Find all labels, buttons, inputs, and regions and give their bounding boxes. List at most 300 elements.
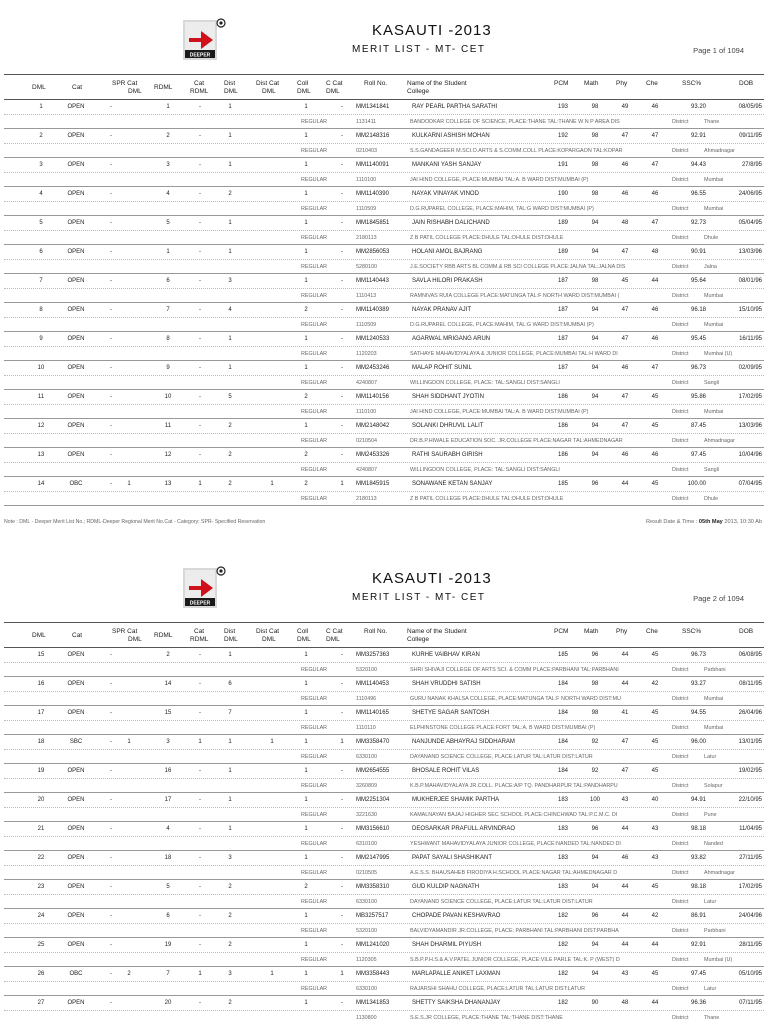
roll-number: MM3358310: [356, 884, 390, 890]
category-cell: OPEN: [67, 278, 85, 284]
spr-cell: -: [110, 942, 112, 948]
col-rdml: RDML: [154, 632, 173, 639]
spr-cell: -: [110, 104, 112, 110]
college-code: 2180113: [356, 235, 377, 241]
che-score: 45: [651, 971, 659, 977]
c-cat-dml-cell: -: [341, 1000, 343, 1006]
dist-dml-cell: 1: [228, 220, 232, 226]
roll-number: MM2251304: [356, 797, 390, 803]
pcm-score: 187: [557, 365, 568, 371]
deeper-logo: [181, 14, 229, 64]
che-score: 46: [651, 191, 659, 197]
college-name: WILLINGDON COLLEGE, PLACE: TAL:SANGLI DIST:SANGLI: [410, 467, 560, 473]
phy-score: 47: [621, 423, 629, 429]
district-name: Sangli: [704, 467, 719, 473]
date-of-birth: 06/08/95: [738, 652, 762, 658]
math-score: 96: [591, 481, 599, 487]
che-score: 45: [651, 710, 659, 716]
student-name: HOLANI AMOL BAJRANG: [412, 249, 483, 255]
college-code: 2180113: [356, 496, 377, 502]
district-label: District: [672, 438, 689, 444]
category-cell: OPEN: [67, 913, 85, 919]
district-label: District: [672, 235, 689, 241]
student-name: CHOPADE PAVAN KESHAVRAO: [412, 913, 501, 919]
category-cell: OPEN: [67, 855, 85, 861]
rdml-cell: 18: [164, 855, 172, 861]
cat-rdml-cell: -: [199, 652, 201, 658]
dml-cell: 26: [37, 971, 45, 977]
student-name: NAYAK PRANAV AJIT: [412, 307, 472, 313]
cat-rdml-cell: -: [199, 133, 201, 139]
student-name: KULKARNI ASHISH MOHAN: [412, 133, 490, 139]
dml-cell: 15: [37, 652, 45, 658]
coll-dml-cell: 1: [304, 162, 308, 168]
table-row: [4, 851, 764, 880]
student-name: RATHI SAURABH GIRISH: [412, 452, 483, 458]
cat-rdml-cell: -: [199, 913, 201, 919]
spr-cell: -: [110, 855, 112, 861]
college-code: 1131411: [356, 119, 377, 125]
dml-cell: 22: [37, 855, 45, 861]
category-cell: OPEN: [67, 768, 85, 774]
student-name: PAPAT SAYALI SHASHIKANT: [412, 855, 493, 861]
dist-cat-dml-cell: 1: [270, 739, 274, 745]
district-label: District: [672, 696, 689, 702]
col-spr-cat-sub: DML: [128, 88, 142, 95]
dml-cell: 19: [37, 768, 45, 774]
cat-rdml-cell: 1: [198, 739, 202, 745]
c-cat-dml-cell: -: [341, 855, 343, 861]
dml-cell: 6: [39, 249, 43, 255]
roll-number: MM2148316: [356, 133, 390, 139]
dist-dml-cell: 1: [228, 797, 232, 803]
coll-dml-cell: 2: [304, 394, 308, 400]
math-score: 94: [591, 884, 599, 890]
student-name: SHAH VRUDDHI SATISH: [412, 681, 481, 687]
district-name: Mumbai: [704, 409, 724, 415]
district-label: District: [672, 496, 689, 502]
student-type: REGULAR: [301, 841, 328, 847]
dml-cell: 14: [37, 481, 45, 487]
spr-cell: -: [110, 336, 112, 342]
rdml-cell: 1: [166, 249, 170, 255]
pcm-score: 184: [557, 681, 568, 687]
pcm-score: 183: [557, 855, 568, 861]
student-type: REGULAR: [301, 928, 328, 934]
table-row: [4, 880, 764, 909]
phy-score: 46: [621, 452, 629, 458]
student-type: REGULAR: [301, 870, 328, 876]
date-of-birth: 08/11/95: [739, 681, 762, 687]
col-ccat-sub: DML: [326, 636, 340, 643]
student-type: REGULAR: [301, 235, 328, 241]
student-type: REGULAR: [301, 438, 328, 444]
district-label: District: [672, 264, 689, 270]
college-name: RAJARSHI SHAHU COLLEGE, PLACE:LATUR TAL:LATUR DIST:LATUR: [410, 986, 586, 992]
district-name: Mumbai: [704, 177, 724, 183]
math-score: 94: [591, 423, 599, 429]
student-name: MARLAPALLE ANIKET LAXMAN: [412, 971, 501, 977]
phy-score: 47: [621, 307, 629, 313]
district-label: District: [672, 783, 689, 789]
category-cell: OPEN: [67, 394, 85, 400]
spr-cell: -: [110, 162, 112, 168]
dml-cell: 17: [37, 710, 45, 716]
student-type: REGULAR: [301, 467, 328, 473]
college-name: D.G.RUPAREL COLLEGE, PLACE:MAHIM, TAL:G WARD DIST:MUMBAI (P): [410, 322, 594, 328]
rdml-cell: 6: [166, 913, 170, 919]
district-name: Thane: [704, 1015, 720, 1021]
district-label: District: [672, 928, 689, 934]
coll-dml-cell: 2: [304, 307, 308, 313]
pcm-score: 189: [557, 249, 568, 255]
category-cell: SBC: [69, 739, 83, 745]
table-row: [4, 187, 764, 216]
col-dist-cat: Dist Cat: [256, 628, 280, 635]
date-of-birth: 17/02/95: [738, 884, 762, 890]
col-dml: DML: [32, 632, 46, 639]
college-name: K.B.P.MAHAVIDYALAYA JR.COLL. PLACE:A/P TQ. PANDHARPUR TAL:PANDHARPU: [410, 783, 618, 789]
student-type: REGULAR: [301, 725, 328, 731]
spr-cell: -: [110, 423, 112, 429]
student-name: AGARWAL MRIGANG ARUN: [412, 336, 491, 342]
ssc-percent: 93.27: [690, 681, 706, 687]
ssc-percent: 96.73: [690, 652, 706, 658]
merit-list-page-2: [0, 548, 768, 1024]
roll-number: MM1341853: [356, 1000, 390, 1006]
cat-rdml-cell: -: [199, 826, 201, 832]
dml-cell: 8: [39, 307, 43, 313]
student-name: SHETYE SAGAR SANTOSH: [412, 710, 490, 716]
c-cat-dml-cell: -: [341, 220, 343, 226]
cat-rdml-cell: -: [199, 681, 201, 687]
student-type: REGULAR: [301, 899, 328, 905]
pcm-score: 187: [557, 278, 568, 284]
svg-text:DEEPER: DEEPER: [189, 52, 211, 59]
ssc-percent: 92.91: [690, 942, 706, 948]
district-name: Solapur: [704, 783, 723, 789]
college-code: 1110100: [356, 409, 377, 415]
student-name: JAIN RISHABH DALICHAND: [412, 220, 490, 226]
district-label: District: [672, 870, 689, 876]
date-of-birth: 26/04/96: [738, 710, 762, 716]
table-row: [4, 477, 764, 506]
spr-cell: -: [110, 394, 112, 400]
c-cat-dml-cell: -: [341, 336, 343, 342]
dml-cell: 25: [37, 942, 45, 948]
coll-dml-cell: 1: [304, 1000, 308, 1006]
che-score: 47: [651, 162, 659, 168]
coll-dml-cell: 2: [304, 884, 308, 890]
district-label: District: [672, 754, 689, 760]
district-label: District: [672, 841, 689, 847]
table-row: [4, 100, 764, 129]
c-cat-dml-cell: -: [341, 162, 343, 168]
col-roll: Roll No.: [364, 80, 388, 87]
roll-number: MM1140453: [356, 681, 389, 687]
student-type: REGULAR: [301, 986, 328, 992]
col-ssc: SSC%: [682, 80, 702, 87]
phy-score: 45: [621, 278, 629, 284]
college-code: 1110100: [356, 177, 377, 183]
ssc-percent: 98.18: [690, 884, 706, 890]
col-name: Name of the Student: [407, 628, 467, 635]
college-name: GURU NANAK KHALSA COLLEGE, PLACE:MATUNGA TAL:F NORTH WARD DIST:MU: [410, 696, 621, 702]
pcm-score: 190: [557, 191, 568, 197]
col-college: College: [407, 636, 430, 643]
district-name: Latur: [704, 754, 717, 760]
phy-score: 46: [621, 365, 629, 371]
c-cat-dml-cell: -: [341, 191, 343, 197]
cat-rdml-cell: 1: [198, 481, 202, 487]
district-name: Mumbai: [704, 725, 724, 731]
dist-dml-cell: 6: [228, 681, 232, 687]
col-cat-rdml: Cat: [194, 80, 205, 87]
ssc-percent: 96.73: [690, 365, 706, 371]
ssc-percent: 96.55: [690, 191, 706, 197]
student-name: SHETTY SAIKSHA DHANANJAY: [412, 1000, 501, 1006]
date-of-birth: 10/04/96: [738, 452, 762, 458]
dml-cell: 16: [37, 681, 45, 687]
roll-number: MM3257363: [356, 652, 390, 658]
coll-dml-cell: 1: [304, 942, 308, 948]
category-cell: OPEN: [67, 452, 85, 458]
category-cell: OPEN: [67, 423, 85, 429]
spr-cell: -: [110, 191, 112, 197]
date-of-birth: 27/8/95: [741, 162, 762, 168]
table-row: [4, 274, 764, 303]
student-type: REGULAR: [301, 293, 328, 299]
category-cell: OPEN: [67, 710, 85, 716]
spr-cell: -: [110, 1000, 112, 1006]
college-code: 5280100: [356, 264, 377, 270]
college-code: 6330100: [356, 899, 377, 905]
ssc-percent: 96.00: [690, 739, 706, 745]
rdml-cell: 12: [164, 452, 172, 458]
district-label: District: [672, 380, 689, 386]
spr-cat-dml-cell: 1: [127, 739, 131, 745]
result-date: Result Date & Time : 05th May 2013, 10:30 Ab: [646, 519, 762, 525]
date-of-birth: 08/01/96: [738, 278, 762, 284]
dist-dml-cell: 1: [228, 336, 232, 342]
dist-dml-cell: 3: [228, 971, 232, 977]
college-name: RAMNIVAS RUIA COLLEGE PLACE:MATUNGA TAL:F NORTH WARD DIST:MUMBAI (: [410, 293, 620, 299]
date-of-birth: 19/02/95: [738, 768, 762, 774]
page-number: Page 1 of 1094: [693, 46, 744, 55]
college-code: 4240807: [356, 467, 377, 473]
spr-cell: -: [110, 797, 112, 803]
category-cell: OBC: [69, 971, 83, 977]
district-label: District: [672, 409, 689, 415]
dist-dml-cell: 2: [228, 942, 232, 948]
rdml-cell: 4: [166, 826, 170, 832]
college-code: 1110509: [356, 322, 377, 328]
pcm-score: 182: [557, 1000, 568, 1006]
col-math: Math: [584, 80, 599, 87]
district-name: Thane: [704, 119, 720, 125]
coll-dml-cell: 1: [304, 278, 308, 284]
district-label: District: [672, 1015, 689, 1021]
phy-score: 47: [621, 133, 629, 139]
category-cell: OPEN: [67, 133, 85, 139]
phy-score: 43: [621, 797, 629, 803]
cat-rdml-cell: -: [199, 797, 201, 803]
district-label: District: [672, 119, 689, 125]
rdml-cell: 8: [166, 336, 170, 342]
col-dist-sub: DML: [224, 636, 238, 643]
roll-number: MM1241020: [356, 942, 390, 948]
ssc-percent: 86.91: [690, 913, 706, 919]
college-code: 1110413: [356, 293, 377, 299]
district-name: Ahmadnagar: [704, 870, 735, 876]
table-row: [4, 677, 764, 706]
student-name: KURHE VAIBHAV KIRAN: [412, 652, 480, 658]
che-score: 47: [651, 220, 659, 226]
math-score: 96: [591, 652, 599, 658]
col-roll: Roll No.: [364, 628, 388, 635]
math-score: 98: [591, 278, 599, 284]
col-che: Che: [646, 628, 658, 635]
spr-cell: -: [110, 710, 112, 716]
spr-cell: -: [110, 971, 112, 977]
rdml-cell: 1: [166, 104, 170, 110]
table-row: [4, 735, 764, 764]
district-name: Ahmadnagar: [704, 148, 735, 154]
dist-dml-cell: 2: [228, 423, 232, 429]
table-row: [4, 793, 764, 822]
table-row: [4, 764, 764, 793]
dml-cell: 9: [39, 336, 43, 342]
che-score: 47: [651, 365, 659, 371]
col-ccat-sub: DML: [326, 88, 340, 95]
district-name: Jalna: [704, 264, 717, 270]
date-of-birth: 24/04/96: [738, 913, 762, 919]
cat-rdml-cell: -: [199, 191, 201, 197]
col-spr-cat: SPR Cat: [112, 80, 138, 87]
student-name: DEOSARKAR PRAFULL ARVINDRAO: [412, 826, 516, 832]
rdml-cell: 14: [164, 681, 172, 687]
cat-rdml-cell: -: [199, 423, 201, 429]
c-cat-dml-cell: -: [341, 104, 343, 110]
rdml-cell: 9: [166, 365, 170, 371]
category-cell: OPEN: [67, 191, 85, 197]
student-type: REGULAR: [301, 812, 328, 818]
college-code: 1120203: [356, 351, 377, 357]
coll-dml-cell: 1: [304, 826, 308, 832]
cat-rdml-cell: -: [199, 768, 201, 774]
category-cell: OBC: [69, 481, 83, 487]
college-name: S.S.GANDAGEER M.SCI.O.ARTS & S.COMM.COLL PLACE:KOPARGAON TAL:KOPAR: [410, 148, 623, 154]
ssc-percent: 97.45: [690, 452, 706, 458]
student-name: SOLANKI DHRUVIL LALIT: [412, 423, 484, 429]
cat-rdml-cell: -: [199, 278, 201, 284]
college-name: D.G.RUPAREL COLLEGE, PLACE:MAHIM, TAL:G WARD DIST:MUMBAI (P): [410, 206, 594, 212]
category-cell: OPEN: [67, 365, 85, 371]
che-score: 48: [651, 249, 659, 255]
cat-rdml-cell: -: [199, 855, 201, 861]
rdml-cell: 11: [164, 423, 172, 429]
phy-score: 47: [621, 394, 629, 400]
category-cell: OPEN: [67, 681, 85, 687]
che-score: 43: [651, 826, 659, 832]
district-label: District: [672, 148, 689, 154]
student-type: REGULAR: [301, 264, 328, 270]
roll-number: MM3156610: [356, 826, 390, 832]
district-label: District: [672, 725, 689, 731]
col-cat-rdml-sub: RDML: [190, 88, 209, 95]
che-score: 45: [651, 423, 659, 429]
college-name: BANDODKAR COLLEGE OF SCIENCE, PLACE:THANE TAL:THANE W N P AREA DIS: [410, 119, 620, 125]
rdml-cell: 7: [166, 971, 170, 977]
student-name: MANKANI YASH SANJAY: [412, 162, 482, 168]
district-label: District: [672, 812, 689, 818]
college-name: Z B PATIL COLLEGE PLACE:DHULE TAL:DHULE DIST:DHULE: [410, 235, 564, 241]
che-score: 42: [651, 681, 659, 687]
che-score: 45: [651, 768, 659, 774]
college-code: 6330100: [356, 754, 377, 760]
spr-cell: -: [110, 768, 112, 774]
math-score: 94: [591, 971, 599, 977]
ssc-percent: 97.45: [690, 971, 706, 977]
student-type: REGULAR: [301, 409, 328, 415]
c-cat-dml-cell: -: [341, 249, 343, 255]
cat-rdml-cell: -: [199, 884, 201, 890]
phy-score: 47: [621, 739, 629, 745]
coll-dml-cell: 1: [304, 710, 308, 716]
rdml-cell: 15: [164, 710, 172, 716]
col-pcm: PCM: [554, 628, 569, 635]
che-score: 45: [651, 394, 659, 400]
pcm-score: 184: [557, 710, 568, 716]
col-dist-cat-sub: DML: [262, 636, 276, 643]
district-label: District: [672, 322, 689, 328]
table-row: [4, 706, 764, 735]
pcm-score: 191: [557, 162, 568, 168]
date-of-birth: 13/01/95: [738, 739, 762, 745]
district-name: Parbhani: [704, 928, 726, 934]
student-type: REGULAR: [301, 754, 328, 760]
col-dist-cat: Dist Cat: [256, 80, 280, 87]
coll-dml-cell: 1: [304, 336, 308, 342]
col-dob: DOB: [739, 80, 754, 87]
spr-cell: -: [110, 452, 112, 458]
pcm-score: 182: [557, 913, 568, 919]
district-label: District: [672, 667, 689, 673]
col-coll-sub: DML: [297, 88, 311, 95]
dist-dml-cell: 1: [228, 249, 232, 255]
college-name: SHRI SHIVAJI COLLEGE OF ARTS SCI. & COMM PLACE:PARBHANI TAL:PARBHANI: [410, 667, 619, 673]
student-type: REGULAR: [301, 696, 328, 702]
date-of-birth: 02/09/95: [738, 365, 762, 371]
che-score: 46: [651, 452, 659, 458]
math-score: 96: [591, 913, 599, 919]
date-of-birth: 22/10/95: [738, 797, 762, 803]
col-college: College: [407, 88, 430, 95]
dist-dml-cell: 2: [228, 481, 232, 487]
student-name: SONAWANE KETAN SANJAY: [412, 481, 493, 487]
ssc-percent: 94.55: [690, 710, 706, 716]
rdml-cell: 5: [166, 884, 170, 890]
page-title: KASAUTI -2013: [372, 570, 492, 587]
spr-cell: -: [110, 278, 112, 284]
phy-score: 48: [621, 1000, 629, 1006]
district-name: Nanded: [704, 841, 723, 847]
date-of-birth: 15/10/95: [738, 307, 762, 313]
math-score: 94: [591, 220, 599, 226]
dml-cell: 10: [37, 365, 45, 371]
col-dist-cat-sub: DML: [262, 88, 276, 95]
student-name: SAVLA HILORI PRAKASH: [412, 278, 483, 284]
